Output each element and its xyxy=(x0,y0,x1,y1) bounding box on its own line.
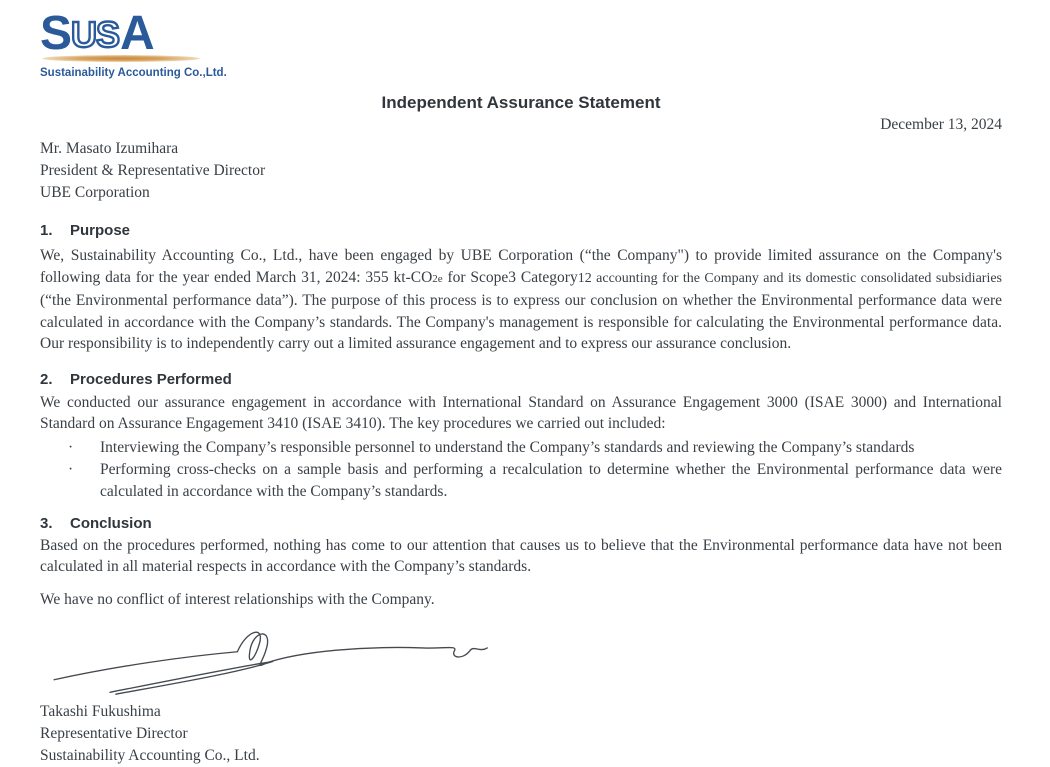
susa-logo xyxy=(40,7,230,79)
purpose-paragraph xyxy=(40,245,1002,355)
signatory-company: Sustainability Accounting Co., Ltd. xyxy=(40,746,260,764)
signatory-block xyxy=(40,701,1002,767)
bullet-marker: · xyxy=(68,460,74,478)
section-procedures-number: 2. xyxy=(40,370,53,388)
section-purpose-heading xyxy=(40,220,1002,241)
section-purpose-title: Purpose xyxy=(70,222,131,239)
section-purpose-number: 1. xyxy=(40,222,53,239)
signature-image xyxy=(40,618,510,700)
document-date: December 13, 2024 xyxy=(880,116,1002,133)
handwritten-signature xyxy=(40,618,1002,700)
purpose-text-2: for Scope3 Category xyxy=(442,268,578,286)
addressee-company: UBE Corporation xyxy=(40,184,150,201)
signatory-role: Representative Director xyxy=(40,724,188,742)
addressee-block xyxy=(40,138,1002,204)
bullet-marker: · xyxy=(68,438,74,456)
document-title: Independent Assurance Statement xyxy=(381,93,661,112)
section-conclusion-number: 3. xyxy=(40,514,53,532)
list-item xyxy=(40,459,1002,503)
purpose-text-3: 12 accounting for the Company and its domestic consolidated subsidiaries xyxy=(577,270,1002,286)
section-procedures-title: Procedures Performed xyxy=(70,370,232,388)
section-conclusion-heading xyxy=(40,513,1002,534)
logo-letters-us: US xyxy=(71,14,120,55)
conclusion-paragraph: Based on the procedures performed, nothing has come to our attention that causes us to believe that the Environmental performance data have not been calculated in all material respects in accordance with the Company’s standards. xyxy=(40,536,1002,575)
logo-company-name: Sustainability Accounting Co.,Ltd. xyxy=(40,67,227,79)
susa-logo-wordmark xyxy=(40,7,230,60)
bullet-text-cross-checks: Performing cross-checks on a sample basis and performing a recalculation to determine whether the Environmental performance data were calculated in accordance with the Company’s standards. xyxy=(100,460,1002,500)
procedures-paragraph: We conducted our assurance engagement in accordance with International Standard on Assurance Engagement 3000 (ISAE 3000) and International Standard on Assurance Engagement 3410 (ISAE 3410). The key procedures we carried out included: xyxy=(40,393,1002,432)
logo-letter-s: S xyxy=(40,7,71,60)
addressee-name: Mr. Masato Izumihara xyxy=(40,140,179,157)
logo-letter-a: A xyxy=(120,7,153,60)
section-procedures-heading xyxy=(40,369,1002,390)
purpose-text-co2e-suffix: 2e xyxy=(432,272,443,285)
purpose-text-4: (“the Environmental performance data”). The purpose of this process is to express our conclusion on whether the Environmental performance data were calculated in accordance with the Company’s standards. The Company's management is responsible for calculating the Environmental performance data. Our responsibility is to independently carry out a limited assurance engagement and to express our assurance conclusion. xyxy=(40,292,1002,352)
conflict-of-interest-note: We have no conflict of interest relationships with the Company. xyxy=(40,590,435,608)
list-item xyxy=(40,437,1002,459)
purpose-text-1: We, Sustainability Accounting Co., Ltd., have been engaged by UBE Corporation (“the Company") to provide limited assurance on the Company's following data for the year ended March 31, 2024: 355 kt-CO xyxy=(40,247,1002,286)
signatory-name: Takashi Fukushima xyxy=(40,702,161,720)
addressee-role: President & Representative Director xyxy=(40,162,266,179)
procedures-bullet-list xyxy=(40,437,1002,503)
bullet-text-interviewing: Interviewing the Company’s responsible personnel to understand the Company’s standards and reviewing the Company’s standards xyxy=(100,438,915,456)
section-conclusion-title: Conclusion xyxy=(70,514,152,532)
